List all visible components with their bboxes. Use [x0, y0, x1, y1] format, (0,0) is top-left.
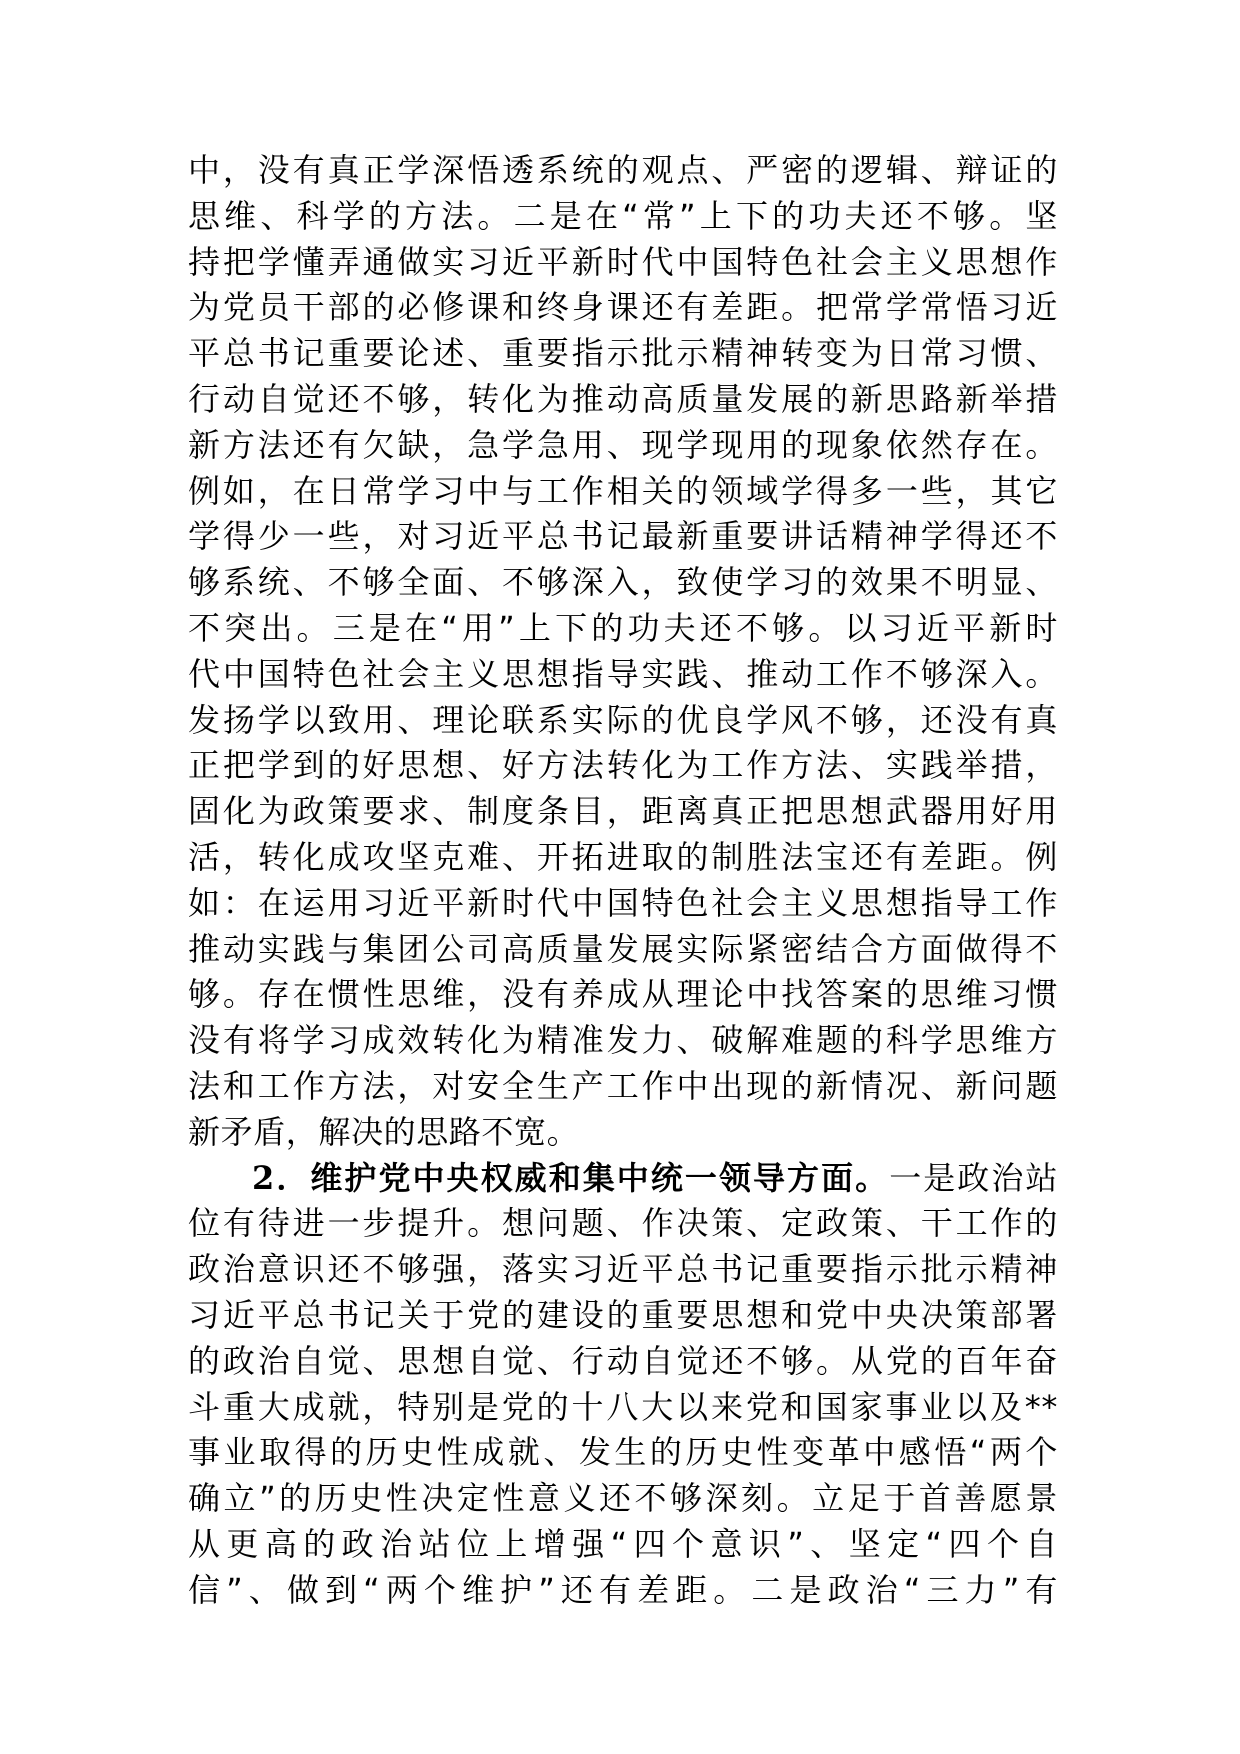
text-line: 够。存在惯性思维，没有养成从理论中找答案的思维习惯	[188, 975, 1058, 1014]
text-line: 代中国特色社会主义思想指导实践、推动工作不够深入。	[188, 654, 1058, 693]
text-line: 活，转化成攻坚克难、开拓进取的制胜法宝还有差距。例	[188, 837, 1058, 876]
text-line: 事业取得的历史性成就、发生的历史性变革中感悟“两个	[188, 1433, 1058, 1472]
text-line: 推动实践与集团公司高质量发展实际紧密结合方面做得不	[188, 929, 1058, 968]
text-line: 不突出。三是在“用”上下的功夫还不够。以习近平新时	[188, 608, 1058, 647]
section-2-heading: 2．维护党中央权威和集中统一领导方面。	[252, 1158, 890, 1197]
text-line: 为党员干部的必修课和终身课还有差距。把常学常悟习近	[188, 288, 1058, 327]
text-line: 位有待进一步提升。想问题、作决策、定政策、干工作的	[188, 1204, 1058, 1243]
text-line: 新方法还有欠缺，急学急用、现学现用的现象依然存在。	[188, 425, 1058, 464]
text-line: 法和工作方法，对安全生产工作中出现的新情况、新问题	[188, 1066, 1058, 1105]
section-2-lead-text: 一是政治站	[889, 1158, 1058, 1197]
text-line: 学得少一些，对习近平总书记最新重要讲话精神学得还不	[188, 517, 1058, 556]
text-line: 的政治自觉、思想自觉、行动自觉还不够。从党的百年奋	[188, 1341, 1058, 1380]
body-text	[188, 148, 1058, 1614]
text-line: 固化为政策要求、制度条目，距离真正把思想武器用好用	[188, 792, 1058, 831]
text-line: 发扬学以致用、理论联系实际的优良学风不够，还没有真	[188, 700, 1058, 739]
text-line: 正把学到的好思想、好方法转化为工作方法、实践举措，	[188, 746, 1058, 785]
text-line: 从更高的政治站位上增强“四个意识”、坚定“四个自	[188, 1524, 1058, 1563]
section-2-first-line	[188, 1156, 1058, 1202]
text-line: 斗重大成就，特别是党的十八大以来党和国家事业以及**	[188, 1387, 1058, 1426]
text-line: 平总书记重要论述、重要指示批示精神转变为日常习惯、	[188, 334, 1058, 373]
text-line: 中，没有真正学深悟透系统的观点、严密的逻辑、辩证的	[188, 151, 1058, 189]
text-line: 政治意识还不够强，落实习近平总书记重要指示批示精神	[188, 1250, 1058, 1289]
text-line: 持把学懂弄通做实习近平新时代中国特色社会主义思想作	[188, 242, 1058, 281]
text-line: 新矛盾，解决的思路不宽。	[188, 1112, 580, 1151]
text-line: 信”、做到“两个维护”还有差距。二是政治“三力”有	[188, 1570, 1058, 1609]
text-line: 例如，在日常学习中与工作相关的领域学得多一些，其它	[188, 471, 1058, 510]
text-line: 没有将学习成效转化为精准发力、破解难题的科学思维方	[188, 1021, 1058, 1060]
text-line: 思维、科学的方法。二是在“常”上下的功夫还不够。坚	[188, 196, 1058, 235]
text-line: 确立”的历史性决定性意义还不够深刻。立足于首善愿景	[188, 1479, 1058, 1518]
text-line: 如：在运用习近平新时代中国特色社会主义思想指导工作	[188, 883, 1058, 922]
text-line: 习近平总书记关于党的建设的重要思想和党中央决策部署	[188, 1295, 1058, 1334]
text-line: 行动自觉还不够，转化为推动高质量发展的新思路新举措	[188, 379, 1058, 418]
text-line: 够系统、不够全面、不够深入，致使学习的效果不明显、	[188, 563, 1058, 602]
